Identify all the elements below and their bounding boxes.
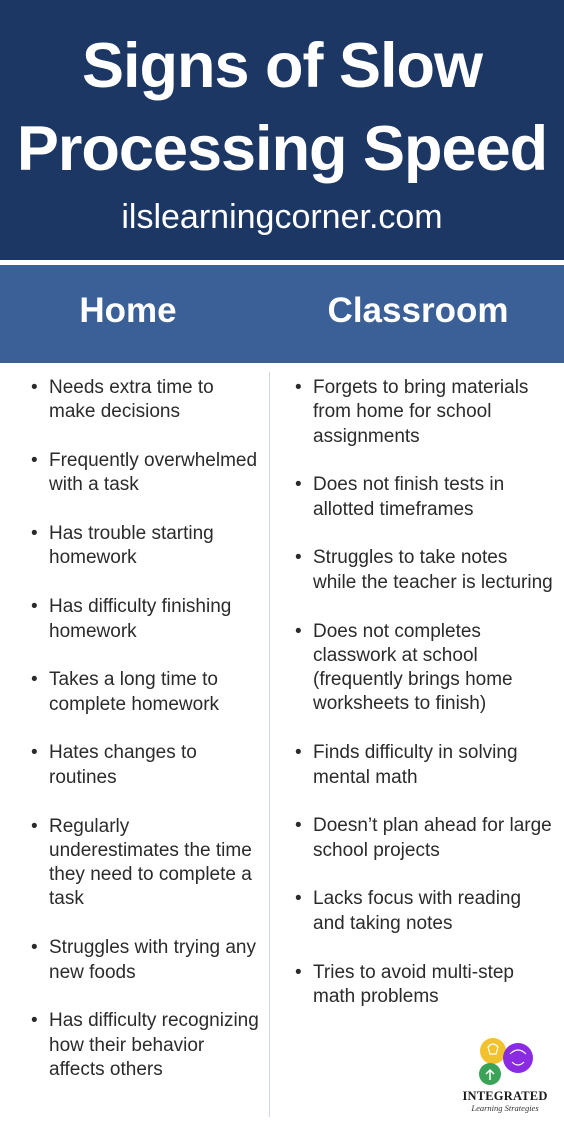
home-sign-item xyxy=(28,595,264,644)
bullet-point: • xyxy=(31,523,38,545)
list-item-text: Finds difficulty in solving mental math xyxy=(313,742,518,788)
home-sign-item xyxy=(28,741,264,790)
home-sign-item xyxy=(28,449,264,498)
classroom-signs-list xyxy=(292,376,554,1034)
classroom-sign-item xyxy=(292,961,554,1010)
integrated-learning-strategies-logo xyxy=(458,1036,552,1116)
list-item-text: Does not finish tests in allotted timeframes xyxy=(313,474,505,520)
bullet-point: • xyxy=(295,742,302,764)
title-banner xyxy=(0,0,564,260)
bullet-point: • xyxy=(31,377,38,398)
bullet-point: • xyxy=(31,596,38,618)
logo-brand-name: INTEGRATED xyxy=(462,1089,548,1103)
list-item-text: Needs extra time to make decisions xyxy=(49,377,214,423)
home-column-heading: Home xyxy=(79,291,177,330)
classroom-sign-item xyxy=(292,741,554,790)
page-title-line-2: Processing Speed xyxy=(16,114,548,184)
bullet-point: • xyxy=(31,937,38,959)
home-sign-item xyxy=(28,668,264,717)
list-item-text: Has trouble starting homework xyxy=(49,523,214,569)
home-sign-item xyxy=(28,936,264,985)
classroom-sign-item xyxy=(292,620,554,717)
list-item-text: Takes a long time to complete homework xyxy=(49,669,220,715)
list-item-text: Doesn’t plan ahead for large school projects xyxy=(313,815,552,861)
site-url: ilslearningcorner.com xyxy=(121,198,443,236)
bullet-point: • xyxy=(31,815,38,837)
list-item-text: Lacks focus with reading and taking notes xyxy=(313,888,522,934)
home-sign-item xyxy=(28,376,264,425)
home-sign-item xyxy=(28,815,264,912)
list-item-text: Regularly underestimates the time they need to complete a task xyxy=(49,815,252,910)
list-item-text: Does not completes classwork at school (frequently brings home worksheets to finish) xyxy=(313,620,513,715)
bullet-point: • xyxy=(295,815,302,837)
logo-tagline: Learning Strategies xyxy=(471,1103,539,1113)
list-item-text: Tries to avoid multi-step math problems xyxy=(313,961,514,1007)
bullet-point: • xyxy=(295,377,302,398)
list-item-text: Frequently overwhelmed with a task xyxy=(49,450,258,496)
bullet-point: • xyxy=(295,961,302,983)
column-divider xyxy=(269,372,270,1117)
home-sign-item xyxy=(28,1009,264,1082)
list-item-text: Has difficulty recognizing how their behavior affects others xyxy=(49,1010,259,1080)
classroom-sign-item xyxy=(292,814,554,863)
classroom-sign-item xyxy=(292,546,554,595)
bullet-point: • xyxy=(295,620,302,642)
list-item-text: Hates changes to routines xyxy=(49,742,197,788)
list-item-text: Struggles with trying any new foods xyxy=(49,937,256,983)
bullet-point: • xyxy=(295,547,302,569)
list-item-text: Forgets to bring materials from home for school assignments xyxy=(313,377,529,447)
bullet-point: • xyxy=(31,1010,38,1032)
list-item-text: Has difficulty finishing homework xyxy=(49,596,232,642)
classroom-column-heading: Classroom xyxy=(327,291,509,330)
home-signs-list xyxy=(28,376,264,1107)
bullet-point: • xyxy=(295,474,302,496)
classroom-sign-item xyxy=(292,376,554,449)
bullet-point: • xyxy=(31,450,38,472)
bullet-point: • xyxy=(31,669,38,691)
column-header-bar xyxy=(0,265,564,363)
classroom-sign-item xyxy=(292,473,554,522)
list-item-text: Struggles to take notes while the teacher is lecturing xyxy=(313,547,553,593)
classroom-sign-item xyxy=(292,887,554,936)
logo-circles-icon xyxy=(476,1036,536,1090)
bullet-point: • xyxy=(295,888,302,910)
home-sign-item xyxy=(28,522,264,571)
page-title-line-1: Signs of Slow xyxy=(81,31,482,101)
bullet-point: • xyxy=(31,742,38,764)
